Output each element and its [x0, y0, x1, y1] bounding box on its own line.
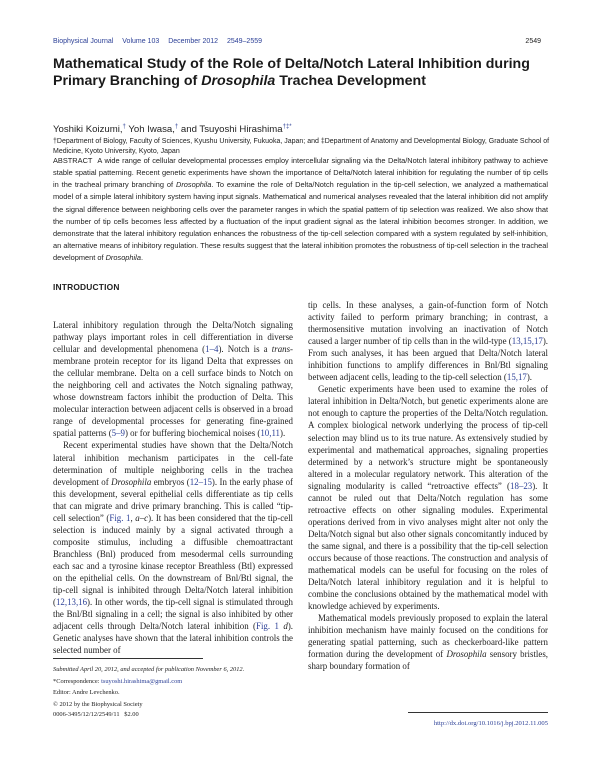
- section-heading-introduction: INTRODUCTION: [53, 282, 120, 292]
- text-run: ). It has been considered that the tip-cell selection is induced mainly by a signal activated through a composite stimulus, including a diffusible chemoattractant Branchless (Bnl) produced from mesodermal cells surrounding each sac and a tyrosine kinase receptor Breathless (Btl) expressed on the epithelial cells. On the downstream of Bnl/Btl signal, the tip-cell signal is inhibited through Delta/Notch lateral inhibition (: [53, 512, 293, 608]
- text-run: ). It cannot be ruled out that Delta/Notch regulation has some retroactive effects on other signaling modules. Experimental operations derived from in vivo analyses might alter not only the Delta/Notch signal but also other signals concomitantly induced by the same signal, and there is a possibility that the tip-cell selection occurs because of those reactions. The construction and analysis of mathematical models can be useful for focusing on the roles of Delta/Notch lateral inhibitory regulation and it is helpful to combine the conclusions obtained by the mathematical model with knowledge achieved by experiments.: [308, 480, 548, 612]
- text-run: ). From such analyses, it has been argued that Delta/Notch lateral inhibition functions to amplify differences in Bnl/Btl signaling between adjacent cells, leading to the tip-cell selection (: [308, 336, 548, 383]
- citation-link[interactable]: Fig. 1: [256, 621, 279, 632]
- submission-dates: Submitted April 20, 2012, and accepted for publication November 6, 2012.: [53, 666, 245, 673]
- issn-price: 0006-3495/12/12/2549/11 $2.00: [53, 710, 139, 718]
- citation-link[interactable]: 15,17: [506, 372, 527, 383]
- article-title: [53, 56, 553, 90]
- text-run: ). In other words, the tip-cell signal is stimulated through the Bnl/Btl signaling in a cell; the signal is also inhibited by other adjacent cells through Delta/Notch lateral inhibition (: [53, 597, 293, 632]
- text-run: ). Genetic analyses have shown that the lateral inhibition controls the selected number of: [53, 621, 294, 656]
- left-column: [53, 319, 293, 656]
- text-run: and Tsuyoshi Hirashima: [178, 124, 283, 135]
- italic-text: a–c: [135, 512, 149, 523]
- text-run: Trachea Development: [275, 73, 426, 89]
- correspondence-email-link[interactable]: tsuyoshi.hirashima@gmail.com: [101, 677, 183, 685]
- text-run: embryos (: [151, 476, 190, 487]
- doi-link[interactable]: http://dx.doi.org/10.1016/j.bpj.2012.11.005: [433, 720, 548, 727]
- text-run: Mathematical models previously proposed to explain the lateral inhibition mechanism have mainly focused on the conditions for generating spatial patterning, such as checkerboard-like pattern formation during the development of: [308, 613, 548, 660]
- citation-link[interactable]: 5–9: [111, 428, 125, 439]
- affiliation-marker: †: [122, 123, 126, 130]
- text-run: Yoshiki Koizumi,: [53, 124, 123, 135]
- affiliation-marker: †‡*: [282, 123, 292, 130]
- body-paragraph: [53, 319, 293, 439]
- citation-link[interactable]: Fig. 1: [109, 512, 131, 523]
- correspondence: [53, 677, 293, 687]
- text-run: ) or for buffering biochemical noises (: [124, 428, 261, 439]
- abstract-label: ABSTRACT: [53, 156, 93, 165]
- text-run: Recent experimental studies have shown that the Delta/Notch lateral inhibition mechanism participates in the cell-fate determination of multiple neighboring cells in the trachea development of: [53, 440, 293, 487]
- italic-text: trans: [271, 344, 291, 355]
- correspondence-label: *Correspondence:: [53, 677, 102, 685]
- text-run: sensory bristles, sharp boundary formation of: [308, 649, 548, 672]
- italic-text: Drosophila: [111, 476, 152, 487]
- footnote-divider: [53, 658, 203, 659]
- journal-name[interactable]: Biophysical Journal: [53, 38, 114, 45]
- page-range: 2549–2559: [226, 38, 263, 45]
- text-run: Lateral inhibitory regulation through the Delta/Notch signaling pathway plays important roles in cell differentiation in diverse cellular and developmental phenomena (: [53, 320, 293, 355]
- text-run: tip cells. In these analyses, a gain-of-function form of Notch activity failed to perform primary branching; in contrast, a thermosensitive mutation involving an inactivation of Notch caused a larger number of tip cells than in the wild-type (: [308, 300, 548, 347]
- italic-text: Drosophila: [105, 253, 141, 263]
- text-run: Yoh Iwasa,: [125, 124, 175, 135]
- copyright: © 2012 by the Biophysical Society: [53, 700, 143, 708]
- citation-link[interactable]: 18–23: [510, 480, 533, 491]
- abstract-text: [53, 156, 548, 262]
- doi-divider: [408, 712, 548, 713]
- affiliation-marker: †: [174, 123, 179, 130]
- citation-link[interactable]: 12,13,16: [55, 597, 88, 608]
- body-paragraph: [53, 439, 293, 656]
- citation-link[interactable]: 12–15: [189, 476, 212, 487]
- text-run: ,: [130, 512, 136, 523]
- page-number: 2549: [525, 38, 541, 45]
- citation-link[interactable]: 1–4: [205, 344, 219, 355]
- text-run: Genetic experiments have been used to examine the roles of lateral inhibition in Delta/Notch, but genetic experiments alone are not enough to capture the properties of the Delta/Notch regulation. A complex biological network underlying the process of tip-cell selection may blind us to its true nature. As extensively studied by experimental and mathematical approaches, signaling properties determined by a network’s structure might be spontaneously altered in a molecular regulatory network. This alteration of the signaling modularity is called “retroactive effects” (: [308, 384, 548, 491]
- text-run: Mathematical Study of the Role of Delta/Notch Lateral Inhibition during Primary Branching of: [53, 56, 530, 89]
- text-run: -membrane protein receptor for its ligand Delta that expresses on the cellular membrane. Delta on a cell surface binds to Notch on the neighboring cell and activates the Notch signaling pathway, whose downstream factors inhibit the production of Delta. This molecular interaction between adjacent cells is observed in a broad range of developmental processes for generating fine-grained spatial patterns (: [53, 344, 293, 439]
- text-run: . To examine the role of Delta/Notch regulation in the tip-cell selection, we analyzed a mathematical model of a simple lateral inhibitory system having input signals. Mathematical and numerical analyses revealed that the lateral inhibition did not amplify the signal difference between neighboring cells over the parameter ranges in which the spatial pattern of tip selection was realized. We also show that the number of tip cells becomes less affected by a fluctuation of the input gradient signal as the lateral inhibition becomes stronger. In addition, we demonstrate that the lateral inhibitory regulation enhances the robustness of the tip-cell selection compared with a system regulated by self-inhibition, an alternative means of inhibitory regulation. These results suggest that the lateral inhibition promotes the robustness of tip-cell selection in the tracheal development of: [53, 180, 548, 263]
- body-paragraph: [308, 383, 548, 612]
- body-paragraph: [308, 612, 548, 672]
- italic-text: Drosophila: [446, 649, 487, 660]
- text-run: ). In the early phase of this development, several epithelial cells differentiate as tip cells that can migrate and drive primary branching. This is called “tip-cell selection” (: [53, 476, 293, 523]
- affiliations: †Department of Biology, Faculty of Sciences, Kyushu University, Fukuoka, Japan; and ‡Department of Anatomy and Developmental Biology, Graduate School of Medicine, Kyoto University, Kyoto, Japan: [53, 138, 550, 155]
- right-column: [308, 299, 548, 672]
- citation-link[interactable]: 13,15,17: [511, 336, 543, 347]
- author-list: [53, 124, 292, 135]
- body-paragraph: [308, 299, 548, 383]
- footnotes: [53, 665, 293, 721]
- italic-text: Drosophila: [201, 73, 276, 89]
- italic-text: d: [283, 621, 288, 632]
- abstract: [53, 155, 548, 264]
- running-head: [53, 38, 548, 45]
- text-run: .: [140, 253, 143, 263]
- citation-link[interactable]: 10,11: [260, 428, 280, 439]
- text-run: A wide range of cellular developmental processes employ intercellular signaling via the Delta/Notch lateral inhibitory pathway to achieve stable spatial patterning. Recent genetic experiments have shown the importance of Delta/Notch lateral inhibition for regulating the number of tip cells in the tracheal primary branching of: [53, 156, 548, 190]
- text-run: ).: [280, 428, 286, 439]
- volume: Volume 103: [122, 38, 160, 45]
- text-run: ).: [526, 372, 533, 383]
- text-run: ). Notch is a: [218, 344, 272, 355]
- editor: Editor: Andre Levchenko.: [53, 689, 120, 696]
- italic-text: Drosophila: [175, 180, 212, 190]
- issue-date: December 2012: [168, 38, 219, 45]
